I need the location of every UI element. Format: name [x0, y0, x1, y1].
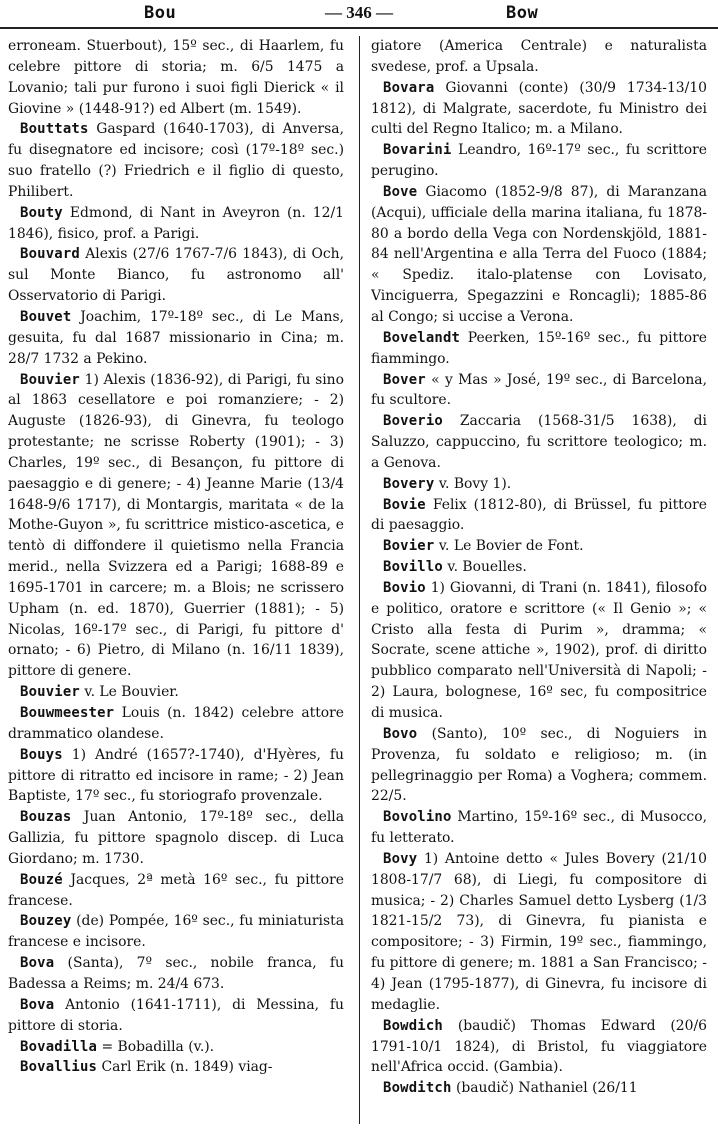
entry-headword: Bovery [383, 475, 435, 492]
entry-headword: Bouvard [20, 246, 80, 263]
entry-headword: Boverio [383, 413, 443, 430]
dictionary-entry [371, 578, 707, 724]
entry-headword: Bovolino [383, 809, 452, 826]
entry-text: (Santa), 7º sec., nobile franca, fu Badessa a Reims; m. 24/4 673. [8, 955, 344, 992]
entry-text: Carl Erik (n. 1849) viag- [101, 1059, 273, 1076]
entry-text: (baudič) Nathaniel (26/11 [455, 1080, 638, 1097]
dictionary-entry [8, 370, 344, 683]
entry-headword: Bovallius [20, 1059, 98, 1076]
entry-text: v. Le Bovier de Font. [438, 538, 584, 555]
entry-headword: Bouvier [20, 684, 80, 701]
dictionary-entry [371, 1078, 707, 1099]
dictionary-entry [371, 474, 707, 495]
entry-text: Alexis (27/6 1767-7/6 1843), di Och, sul Monte Bianco, fu astronomo all' Osservatorio di Parigi. [8, 246, 344, 305]
dictionary-entry [8, 995, 344, 1037]
entry-text: Peerken, 15º-16º sec., fu pittore fiammingo. [371, 329, 707, 367]
left-column [8, 36, 344, 1126]
dictionary-entry [8, 1037, 344, 1058]
entry-headword: Bouzé [20, 871, 63, 888]
dictionary-entry [8, 1057, 344, 1078]
entry-text: 1) Alexis (1836-92), di Parigi, fu sino al 1863 cesellatore e poi romanziere; - 2) Auguste (1826-93), di Ginevra, fu teologo protestante; ne scrisse Roberty (1901); - 3) Charles, 19º sec., di Besançon, fu pittore di paesaggio e di genere; - 4) Jeanne Marie (13/4 1648-9/6 1717), di Montargis, maritata « de la Mothe-Guyon », fu scrittrice mistico-ascetica, e tentò di diffondere il quietismo nella Francia merid., nella Svizzera ed a Parigi; 1688-89 e 1695-1701 in carcere; m. a Blois; ne scrissero Upham (n. ed. 1870), Guerrier (1881); - 5) Nicolas, 16º-17º sec., di Parigi, fu pittore d' ornato; - 6) Pietro, di Milano (n. 16/11 1839), pittore di genere. [8, 371, 344, 680]
entry-headword: Bowdich [383, 1017, 443, 1034]
dictionary-entry [371, 411, 707, 474]
entry-headword: Bouys [20, 746, 63, 763]
entry-text: Martino, 15º-16º sec., di Musocco, fu letterato. [371, 809, 707, 847]
dictionary-entry [8, 807, 344, 870]
entry-text: Giovanni (conte) (30/9 1734-13/10 1812), di Malgrate, sacerdote, fu Ministro dei culti del Regno Italico; m. a Milano. [371, 79, 707, 138]
dictionary-entry [371, 370, 707, 412]
dictionary-entry [8, 911, 344, 953]
entry-text: = Bobadilla (v.). [101, 1038, 215, 1055]
entry-headword: Bova [20, 996, 55, 1013]
dictionary-entry [8, 36, 344, 119]
entry-text: Juan Antonio, 17º-18º sec., della Gallizia, fu pittore spagnolo discep. di Luca Giordano; m. 1730. [8, 809, 344, 867]
entry-text: (Santo), 10º sec., di Noguiers in Provenza, fu soldato e religioso; m. (in pellegrinaggio per Roma) a Voghera; commem. 22/5. [371, 725, 707, 805]
entry-text: v. Bovy 1). [438, 475, 512, 492]
entry-headword: Bovier [383, 538, 435, 555]
entry-headword: Bovio [383, 579, 426, 596]
dictionary-entry [371, 495, 707, 537]
dictionary-entry [8, 682, 344, 703]
entry-text: Felix (1812-80), di Brüssel, fu pittore di paesaggio. [371, 496, 707, 534]
dictionary-entry [371, 328, 707, 370]
entry-text: giatore (America Centrale) e naturalista svedese, prof. a Upsala. [371, 38, 707, 75]
column-divider [359, 36, 360, 1124]
entry-headword: Bovo [383, 725, 418, 742]
dictionary-entry [371, 536, 707, 557]
entry-text: 1) Antoine detto « Jules Bovery (21/10 1808-17/7 68), di Liegi, fu compositore di musica; - 2) Charles Samuel detto Lysberg (1/3 1821-15/2 73), di Ginevra, fu pianista e compositore; - 3) Firmin, 19º sec., fiammingo, fu pittore di genere; m. 1881 a San Francisco; - 4) Jean (1795-1877), di Ginevra, fu incisore di medaglie. [371, 850, 707, 1013]
entry-headword: Bouzey [20, 913, 72, 930]
header-left-guideword: Bou [144, 3, 177, 23]
dictionary-entry [8, 119, 344, 202]
entry-headword: Bouwmeester [20, 705, 115, 721]
entry-text: (de) Pompée, 16º sec., fu miniaturista francese e incisore. [8, 913, 344, 951]
entry-text: erroneam. Stuerbout), 15º sec., di Haarlem, fu celebre pittore di storia; m. 6/5 1475 a Lovanio; tali pur furono i suoi figli Dierick « il Giovine » (1448-91?) ed Albert (m. 1549). [8, 38, 344, 117]
page-number: — 346 — [325, 3, 393, 22]
entry-headword: Bouzas [20, 809, 72, 826]
entry-text: (baudič) Thomas Edward (20/6 1791-10/1 1824), di Bristol, fu viaggiatore nell'Africa occid. (Gambia). [371, 1017, 707, 1076]
entry-headword: Bouty [20, 204, 63, 221]
dictionary-entry [371, 849, 707, 1016]
dictionary-entry [371, 1016, 707, 1079]
entry-headword: Bovadilla [20, 1038, 98, 1055]
dictionary-entry [8, 870, 344, 912]
entry-headword: Bouvier [20, 371, 80, 388]
header-rule [0, 27, 718, 29]
entry-headword: Bovie [383, 496, 426, 513]
dictionary-entry [8, 703, 344, 745]
dictionary-entry [8, 244, 344, 307]
entry-headword: Bova [20, 955, 55, 972]
dictionary-entry [371, 724, 707, 807]
entry-headword: Bovillo [383, 559, 443, 576]
entry-text: Edmond, di Nant in Aveyron (n. 12/1 1846), fisico, prof. a Parigi. [8, 204, 344, 242]
entry-headword: Bovelandt [383, 329, 461, 346]
entry-headword: Bovara [383, 79, 435, 96]
entry-headword: Bover [383, 371, 426, 388]
entry-text: 1) André (1657?-1740), d'Hyères, fu pittore di ritratto ed incisore in rame; - 2) Jean Baptiste, 17º sec., fu storiografo provenzale. [8, 746, 344, 805]
dictionary-entry [8, 307, 344, 370]
entry-headword: Bowditch [383, 1080, 452, 1097]
dictionary-entry [8, 745, 344, 808]
dictionary-entry [371, 807, 707, 849]
entry-text: « y Mas » José, 19º sec., di Barcelona, fu scultore. [371, 371, 707, 409]
dictionary-entry [371, 140, 707, 182]
header-right-guideword: Bow [506, 3, 539, 23]
entry-headword: Bouttats [20, 121, 89, 138]
entry-text: Leandro, 16º-17º sec., fu scrittore perugino. [371, 142, 707, 180]
entry-text: Giacomo (1852-9/8 87), di Maranzana (Acqui), ufficiale della marina italiana, fu 1878-80 a bordo della Vega con Nordenskjöld, 1881-84 nell'Argentina e alla Terra del Fuoco (1884; « Spediz. italo-platense con Lovisato, Vinciguerra, Spegazzini e Roncagli); 1885-86 al Congo; si uccise a Verona. [371, 183, 707, 325]
dictionary-entry [8, 953, 344, 995]
entry-text: Jacques, 2ª metà 16º sec., fu pittore francese. [8, 871, 344, 909]
entry-text: Louis (n. 1842) celebre attore drammatico olandese. [8, 705, 344, 742]
entry-text: v. Bouelles. [447, 559, 527, 576]
dictionary-entry [371, 78, 707, 141]
dictionary-entry [371, 182, 707, 328]
entry-text: Joachim, 17º-18º sec., di Le Mans, gesuita, fu dal 1687 missionario in Cina; m. 28/7 1732 a Pekino. [8, 308, 344, 367]
right-column [371, 36, 707, 1126]
entry-text: 1) Giovanni, di Trani (n. 1841), filosofo e politico, oratore e scrittore (« Il Genio »; « Cristo alla festa di Purim », dramma; « Socrate, scene attiche », 1902), prof. di diritto pubblico comparato nell'Università di Napoli; - 2) Laura, bolognese, 16º sec, fu compositrice di musica. [371, 579, 707, 721]
entry-text: Zaccaria (1568-31/5 1638), di Saluzzo, cappuccino, fu scrittore teologico; m. a Genova. [371, 413, 707, 471]
entry-headword: Bovarini [383, 142, 452, 159]
page-header [0, 0, 718, 30]
entry-headword: Bovy [383, 850, 418, 867]
entry-text: Antonio (1641-1711), di Messina, fu pittore di storia. [8, 996, 344, 1034]
dictionary-entry [371, 557, 707, 578]
dictionary-entry [8, 203, 344, 245]
dictionary-entry [371, 36, 707, 78]
entry-text: Gaspard (1640-1703), di Anversa, fu disegnatore ed incisore; così (17º-18º sec.) suo fratello (?) Friedrich e il figlio di questo, Philibert. [8, 121, 344, 200]
entry-text: v. Le Bouvier. [84, 684, 179, 701]
entry-headword: Bouvet [20, 308, 72, 325]
entry-headword: Bove [383, 183, 418, 200]
